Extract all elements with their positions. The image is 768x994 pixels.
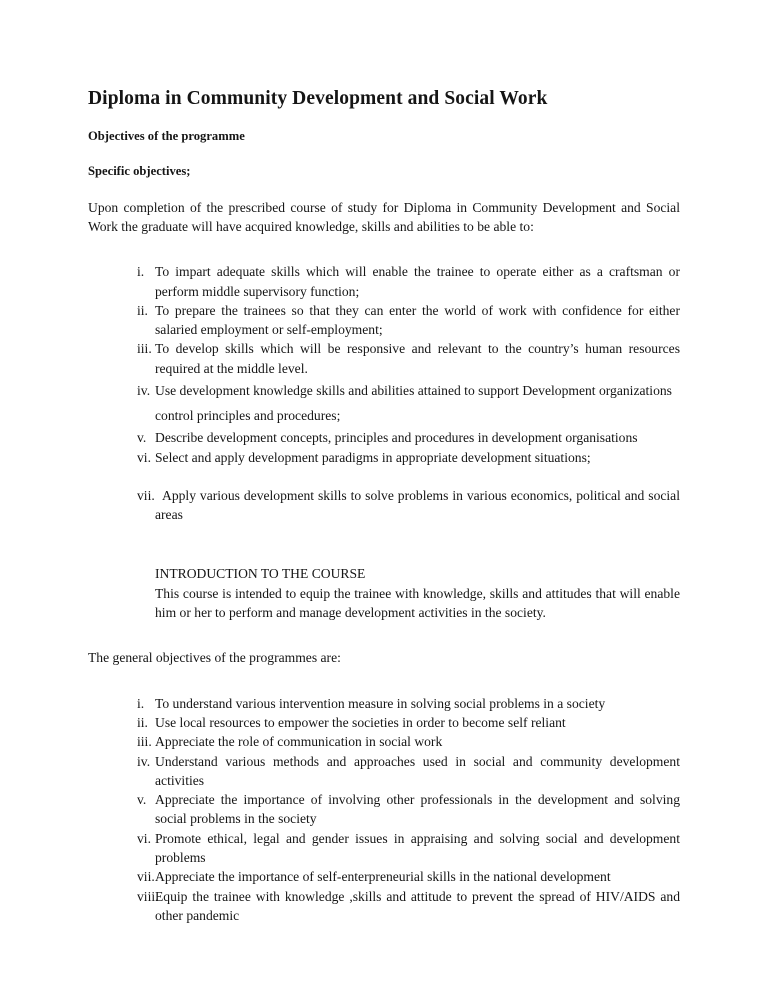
list-item-text: Understand various methods and approaches used in social and community development activities: [155, 753, 680, 788]
list-item-numeral: iii.: [137, 734, 152, 750]
list-item: [88, 301, 680, 340]
list-item-numeral: vi.: [137, 830, 151, 846]
list-item-text: Apply various development skills to solve problems in various economics, political and social areas: [155, 487, 680, 523]
course-introduction-block: [88, 564, 680, 622]
list-item-numeral: vi.: [137, 449, 151, 465]
list-item-text: To impart adequate skills which will enable the trainee to operate either as a craftsman or perform middle supervisory function;: [155, 264, 680, 299]
spacer: [88, 236, 680, 262]
page-title: Diploma in Community Development and Social Work: [88, 88, 548, 109]
list-item-numeral: iv.: [137, 383, 151, 399]
list-item-numeral: vii.: [137, 869, 155, 885]
list-item-numeral: ii.: [137, 302, 148, 318]
specific-objectives-list: [88, 262, 680, 524]
heading-specific-objectives: Specific objectives;: [88, 163, 191, 178]
list-item: [88, 339, 680, 378]
list-item: [88, 448, 680, 467]
heading-objectives-of-the-programme: Objectives of the programme: [88, 129, 245, 144]
course-introduction-body: This course is intended to equip the trainee with knowledge, skills and attitudes that will enable him or her to perform and manage development activities in the society.: [155, 585, 680, 621]
list-item-numeral: i.: [137, 695, 145, 711]
list-item-numeral: iv.: [137, 753, 151, 769]
list-item: [88, 887, 680, 926]
list-item: [88, 262, 680, 301]
spacer: [88, 524, 680, 564]
list-item-text: Use local resources to empower the societies in order to become self reliant: [155, 714, 566, 730]
list-item: [88, 428, 680, 447]
general-objectives-lead-in: The general objectives of the programmes are:: [88, 650, 341, 666]
list-item-text: Appreciate the importance of involving other professionals in the development and solving social problems in the society: [155, 792, 680, 827]
intro-paragraph: Upon completion of the prescribed course of study for Diploma in Community Development and Social Work the graduate will have acquired knowledge, skills and abilities to be able to:: [88, 199, 680, 234]
list-item-numeral: v.: [137, 792, 147, 808]
list-item-text: Select and apply development paradigms in appropriate development situations;: [155, 449, 591, 465]
list-item-numeral: ii.: [137, 714, 148, 730]
list-item: [88, 732, 680, 751]
list-item-text: Describe development concepts, principles and procedures in development organisations: [155, 430, 638, 446]
list-item: [88, 867, 680, 886]
list-item-text: Promote ethical, legal and gender issues in appraising and solving social and development problems: [155, 830, 680, 866]
list-item-numeral: v.: [137, 430, 147, 446]
list-item-text: Use development knowledge skills and abilities attained to support Development organizations control principles and procedures;: [155, 383, 672, 424]
list-item-text: Appreciate the role of communication in social work: [155, 734, 443, 750]
list-item: [88, 378, 680, 428]
list-item-text: To prepare the trainees so that they can enter the world of work with confidence for either salaried employment or self-employment;: [155, 302, 680, 338]
list-item-text: To understand various intervention measure in solving social problems in a society: [155, 695, 606, 711]
list-item-text: Appreciate the importance of self-enterpreneurial skills in the national development: [155, 869, 611, 885]
list-item: [88, 790, 680, 829]
list-item-text: To develop skills which will be responsive and relevant to the country’s human resources required at the middle level.: [155, 341, 680, 376]
list-item-numeral: iii.: [137, 341, 152, 357]
list-item: [88, 713, 680, 732]
list-item: [88, 694, 680, 713]
spacer: [88, 622, 680, 648]
list-item: [88, 829, 680, 868]
course-introduction-heading: INTRODUCTION TO THE COURSE: [155, 566, 366, 582]
list-item-text: Equip the trainee with knowledge ,skills and attitude to prevent the spread of HIV/AIDS and other pandemic: [155, 888, 680, 923]
list-item-numeral: viii.: [137, 888, 159, 904]
list-item-numeral: i.: [137, 264, 145, 280]
list-item-numeral: vii.: [137, 487, 155, 503]
list-item: [88, 752, 680, 791]
spacer: [88, 668, 680, 694]
general-objectives-list: [88, 694, 680, 926]
list-item: [88, 486, 680, 525]
